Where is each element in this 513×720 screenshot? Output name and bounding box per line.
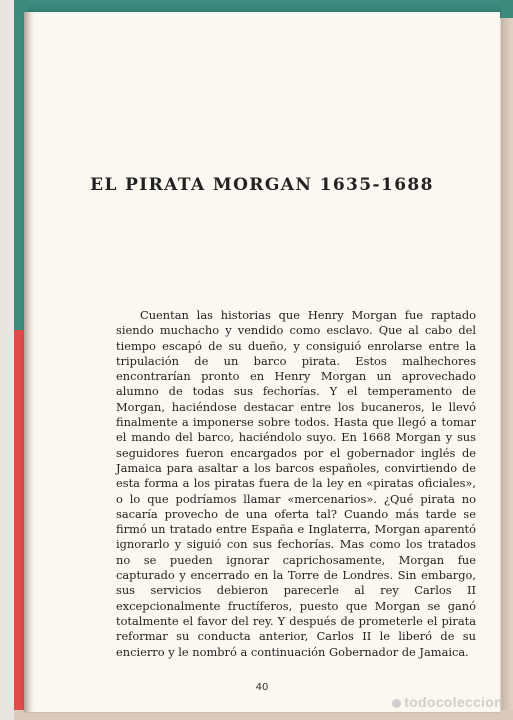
page-gutter-shadow xyxy=(24,12,34,712)
book-page xyxy=(24,12,500,712)
page-number: 40 xyxy=(255,682,269,693)
book-cover-teal-corner xyxy=(501,0,513,20)
body-paragraph: Cuentan las historias que Henry Morgan fue raptado siendo muchacho y vendido como esclavo. Que al cabo del tiempo escapó de su dueño, y consiguió enrolarse entre la tripulación de un barco pirata. Estos malhechores encontrarían pronto en Henry Morgan un aprovechado alumno de todas sus fechorías. Y el temperamento de Morgan, haciéndose destacar entre los bucaneros, le llevó finalmente a imponerse sobre todos. Hasta que llegó a tomar el mando del barco, haciéndolo suyo. En 1668 Morgan y sus seguidores fueron encargados por el gobernador inglés de Jamaica para asaltar a los barcos españoles, convirtiendo de esta forma a los piratas fuera de la ley en «piratas oficiales», o lo que podríamos llamar «mercenarios». ¿Qué pirata no sacaría provecho de una oferta tal? Cuando más tarde se firmó un tratado entre España e Inglaterra, Morgan aparentó ignorarlo y siguió con sus fechorías. Mas como los tratados no se pueden ignorar caprichosamente, Morgan fue capturado y encerrado en la Torre de Londres. Sin embargo, sus servicios debieron parecerle al rey Carlos II excepcionalmente fructíferos, puesto que Morgan se ganó totalmente el favor del rey. Y después de prometerle el pirata reformar su conducta anterior, Carlos II le liberó de su encierro y le nombró a continuación Gobernador de Jamaica. xyxy=(116,308,476,659)
book-page-edges xyxy=(501,18,513,720)
chapter-title: EL PIRATA MORGAN 1635-1688 xyxy=(90,175,434,195)
watermark-logo-icon xyxy=(392,699,401,708)
watermark xyxy=(392,694,503,710)
watermark-text: todocoleccion xyxy=(404,694,503,710)
